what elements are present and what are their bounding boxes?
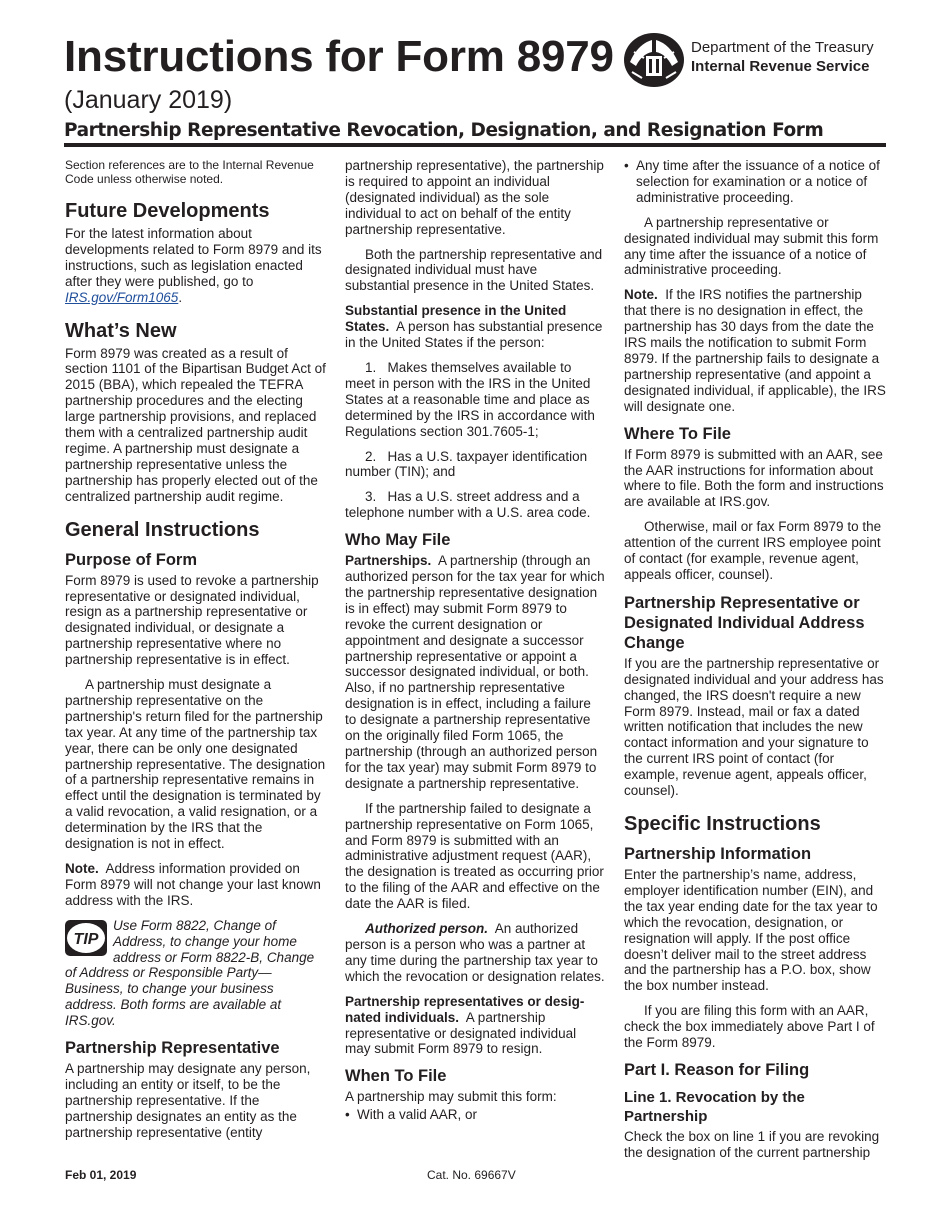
- heading-partnership-information: Partnership Information: [624, 845, 812, 863]
- list-item: 2. Has a U.S. taxpayer identification number (TIN); and: [345, 448, 588, 480]
- failed-designation-text: If the partnership failed to designate a partnership representative on Form 1065, and Form 8979 is submitted with an administrative adjustment request (AAR), the designation is treated as occurring prior to the filing of the AAR and effective on the date the AAR is filed.: [345, 800, 604, 912]
- tip-icon: [65, 920, 107, 956]
- footer-date: Feb 01, 2019: [65, 1168, 137, 1182]
- list-item: 3. Has a U.S. street address and a telephone number with a U.S. area code.: [345, 489, 591, 521]
- irs-form1065-link[interactable]: IRS.gov/Form1065: [65, 289, 179, 305]
- catalog-number: Cat. No. 69667V: [427, 1168, 516, 1182]
- irs-eagle-logo-icon: [622, 32, 686, 88]
- agency-irs: Internal Revenue Service: [691, 58, 870, 75]
- address-change-text: If you are the partnership representative or designated individual and your address has changed, the IRS doesn't require a new Form 8979. Instead, mail or fax a dated written notification that includes the new contact information and your signature to the current IRS point of contact (for example, revenue agent, appeals officer, counsel).: [624, 655, 884, 799]
- revision-date: (January 2019): [64, 86, 233, 114]
- heading-when-to-file: When To File: [345, 1067, 447, 1086]
- resign-text: Partnership representatives or desig-nated individuals. A partnership representative or designated individual may submit Form 8979 to resign.: [345, 993, 585, 1057]
- partnerships-text: Partnerships. A partnership (through an authorized person for the tax year for which the partnership representative designation is in effect) may submit Form 8979 to revoke the current designation or appointment and designate a successor partnership representative or appoint a successor designated individual, or both. Also, if no partnership representative designation is in effect, including a failure to designate a partnership representative on the originally filed Form 1065, the partnership (through an authorized person for the tax year) may submit Form 8979 to designate a partnership representative.: [345, 553, 605, 791]
- heading-address-change: Partnership Representative or Designated Individual Address Change: [624, 593, 865, 652]
- heading-specific-instructions: Specific Instructions: [624, 813, 821, 835]
- future-developments-text: For the latest information about developments related to Form 8979 and its instructions, such as legislation enacted after they were published, go to IRS.gov/Form1065.: [65, 226, 322, 305]
- agency-block: [691, 38, 874, 76]
- aar-text: If you are filing this form with an AAR, check the box immediately above Part I of the Form 8979.: [624, 1003, 875, 1051]
- heading-whats-new: What’s New: [65, 319, 177, 342]
- column-1: [65, 158, 327, 1150]
- form-name: Partnership Representative Revocation, Designation, and Resignation Form: [64, 120, 824, 141]
- designate-text: A partnership must designate a partnership representative on the partnership's return filed for the partnership tax year. At any time of the partnership tax year, there can be only one designated partnership representative. The designation of a partnership representative remains in effect until the designation is terminated by a valid revocation, a valid resignation, or a determination by the IRS that the designation is not in effect.: [65, 677, 326, 852]
- column-2: [345, 158, 605, 1132]
- tip-block: TIP Use Form 8822, Change of Address, to change your home address or Form 8822-B, Change of Address or Responsible Party—Business, to change your business address. Both forms are available at IRS.gov.: [65, 917, 315, 1029]
- list-item: 1. Makes themselves available to meet in person with the IRS in the United States at a reasonable time and place as determined by the IRS in accordance with Regulations section 301.7605-1;: [345, 359, 595, 439]
- heading-line-1: Line 1. Revocation by the Partnership: [624, 1088, 805, 1125]
- heading-future-developments: Future Developments: [65, 200, 270, 222]
- list-item: • With a valid AAR, or: [345, 1107, 478, 1123]
- note-address: Note. Address information provided on Form 8979 will not change your last known address with the IRS.: [65, 861, 321, 908]
- representative-text: A partnership may designate any person, including an entity or itself, to be the partnership representative. If the partnership designates an entity as the partnership representative (entity: [65, 1061, 311, 1140]
- heading-partnership-representative: Partnership Representative: [65, 1039, 280, 1058]
- heading-where-to-file: Where To File: [624, 424, 731, 443]
- tip-label: TIP: [73, 930, 99, 948]
- page-title: Instructions for Form 8979: [64, 32, 614, 81]
- rep-submit-text: A partnership representative or designated individual may submit this form any time after the issuance of a notice of administrative proceeding.: [624, 214, 879, 278]
- entity-continuation-text: partnership representative), the partnership is required to appoint an individual (designated individual) as the sole individual to act on behalf of the entity partnership representative.: [345, 158, 604, 237]
- note-no-designation: Note. If the IRS notifies the partnership that there is no designation in effect, the partnership has 30 days from the date the IRS mails the notification to submit Form 8979. If the partnership fails to designate a partnership representative (and appoint a designated individual, if applicable), the IRS will designate one.: [624, 287, 886, 414]
- authorized-person-text: Authorized person. An authorized person is a person who was a partner at any time during the partnership tax year to which the revocation or designation relates.: [345, 921, 605, 984]
- otherwise-text: Otherwise, mail or fax Form 8979 to the attention of the current IRS employee point of contact (for example, revenue agent, appeals officer, counsel).: [624, 519, 882, 582]
- where-to-file-text: If Form 8979 is submitted with an AAR, see the AAR instructions for information about where to file. Both the form and instructions are available at IRS.gov.: [624, 446, 884, 510]
- presence-text: Both the partnership representative and designated individual must have substantial presence in the United States.: [345, 246, 603, 294]
- heading-general-instructions: General Instructions: [65, 518, 260, 541]
- heading-part-1: Part I. Reason for Filing: [624, 1060, 810, 1079]
- purpose-text: Form 8979 is used to revoke a partnership representative or designated individual, resign as a partnership representative or designated individual, or designate a partnership representative where no partnership representative is in effect.: [65, 572, 319, 668]
- list-item: • Any time after the issuance of a notice of selection for examination or a notice of administrative proceeding.: [624, 158, 880, 205]
- substantial-presence: Substantial presence in the United States. A person has substantial presence in the United States if the person:: [345, 303, 603, 351]
- heading-who-may-file: Who May File: [345, 531, 451, 550]
- when-to-file-text: A partnership may submit this form:: [345, 1089, 557, 1105]
- agency-department: Department of the Treasury: [691, 39, 874, 56]
- whats-new-text: Form 8979 was created as a result of section 1101 of the Bipartisan Budget Act of 2015 (BBA), which repealed the TEFRA partnership procedures and the electing large partnership provisions, and replaced them with a centralized partnership audit regime. A partnership must designate a partnership representative unless the partnership has properly elected out of the centralized partnership audit regime.: [65, 345, 326, 504]
- section-references: Section references are to the Internal Revenue Code unless otherwise noted.: [65, 158, 314, 186]
- header-rule: [64, 143, 886, 147]
- partnership-information-text: Enter the partnership’s name, address, employer identification number (EIN), and the tax year ending date for the tax year to which the revocation, designation, or resignation will apply. If the post office doesn’t deliver mail to the street address and the partnership has a P.O. box, show the box number instead.: [624, 867, 878, 994]
- heading-purpose-of-form: Purpose of Form: [65, 550, 198, 569]
- column-3: [624, 158, 886, 1170]
- line-1-text: Check the box on line 1 if you are revoking the designation of the current partnership: [624, 1128, 880, 1160]
